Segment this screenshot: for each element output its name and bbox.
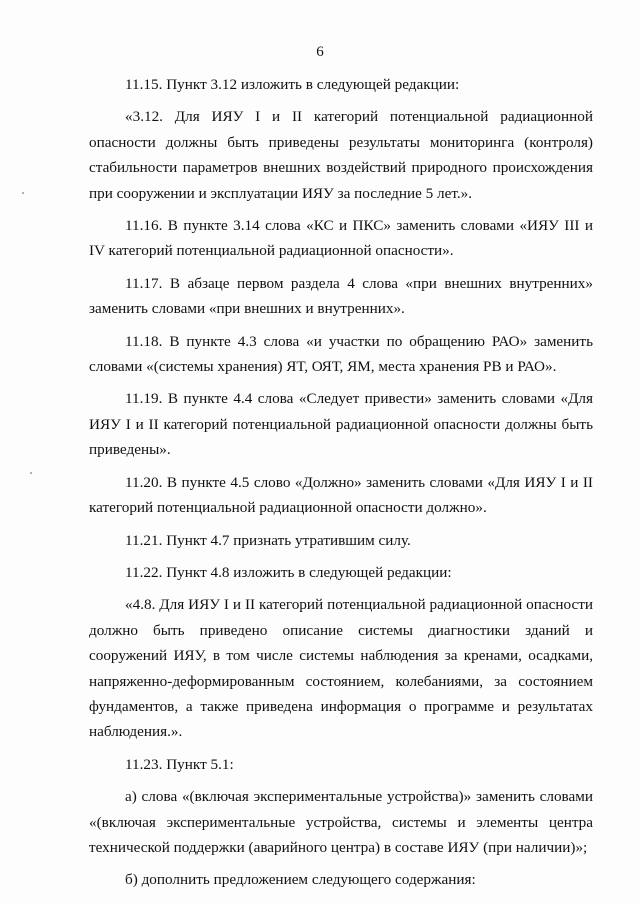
paragraph-item-a: а) слова «(включая экспериментальные устройства)» заменить словами «(включая экспериментальные устройства, системы и элементы центра технической поддержки (аварийного центра) в составе ИЯУ (при наличии)»; xyxy=(89,788,593,856)
paragraph-11-23: 11.23. Пункт 5.1: xyxy=(125,755,234,773)
paragraph-11-17: 11.17. В абзаце первом раздела 4 слова «при внешних внутренних» заменить словами «при внешних и внутренних». xyxy=(89,274,593,318)
paragraph-item-b: б) дополнить предложением следующего содержания: xyxy=(125,871,476,889)
paragraph-quote-3-12-end: при сооружении и эксплуатации ИЯУ за последние 5 лет.». xyxy=(89,184,473,202)
paragraph-11-16: 11.16. В пункте 3.14 слова «КС и ПКС» заменить словами «ИЯУ III и IV категорий потенциальной радиационной опасности». xyxy=(89,217,593,260)
scan-speck xyxy=(30,472,32,474)
paragraph-quote-4-8: «4.8. Для ИЯУ I и II категорий потенциальной радиационной опасности должно быть приведено описание системы диагностики зданий и сооружений ИЯУ, в том числе системы наблюдения за кренами, осадками, напряженно-деформированным состоянием, колебаниями, за состоянием фундаментов, а также приведена информация о программе и результатах наблюдения.». xyxy=(89,596,593,741)
paragraph-11-21: 11.21. Пункт 4.7 признать утратившим силу. xyxy=(125,531,411,549)
paragraph-11-19: 11.19. В пункте 4.4 слова «Следует привести» заменить словами «Для ИЯУ I и II категорий потенциальной радиационной опасности должны быть приведены». xyxy=(89,390,593,459)
paragraph-11-15: 11.15. Пункт 3.12 изложить в следующей редакции: xyxy=(125,76,460,93)
paragraph-11-18: 11.18. В пункте 4.3 слова «и участки по обращению РАО» заменить словами «(системы хранения) ЯТ, ОЯТ, ЯМ, места хранения РВ и РАО». xyxy=(89,332,593,376)
paragraph-11-20: 11.20. В пункте 4.5 слово «Должно» заменить словами «Для ИЯУ I и II категорий потенциальной радиационной опасности должно». xyxy=(89,473,593,517)
page-number: 6 xyxy=(316,44,324,60)
paragraph-11-22: 11.22. Пункт 4.8 изложить в следующей редакции: xyxy=(125,563,452,581)
scan-speck xyxy=(22,192,24,194)
document-body xyxy=(89,72,593,893)
paragraph-quote-3-12: «3.12. Для ИЯУ I и II категорий потенциальной радиационной опасности должны быть приведены результаты мониторинга (контроля) стабильности параметров внешних воздействий природного происхождения xyxy=(89,108,593,177)
